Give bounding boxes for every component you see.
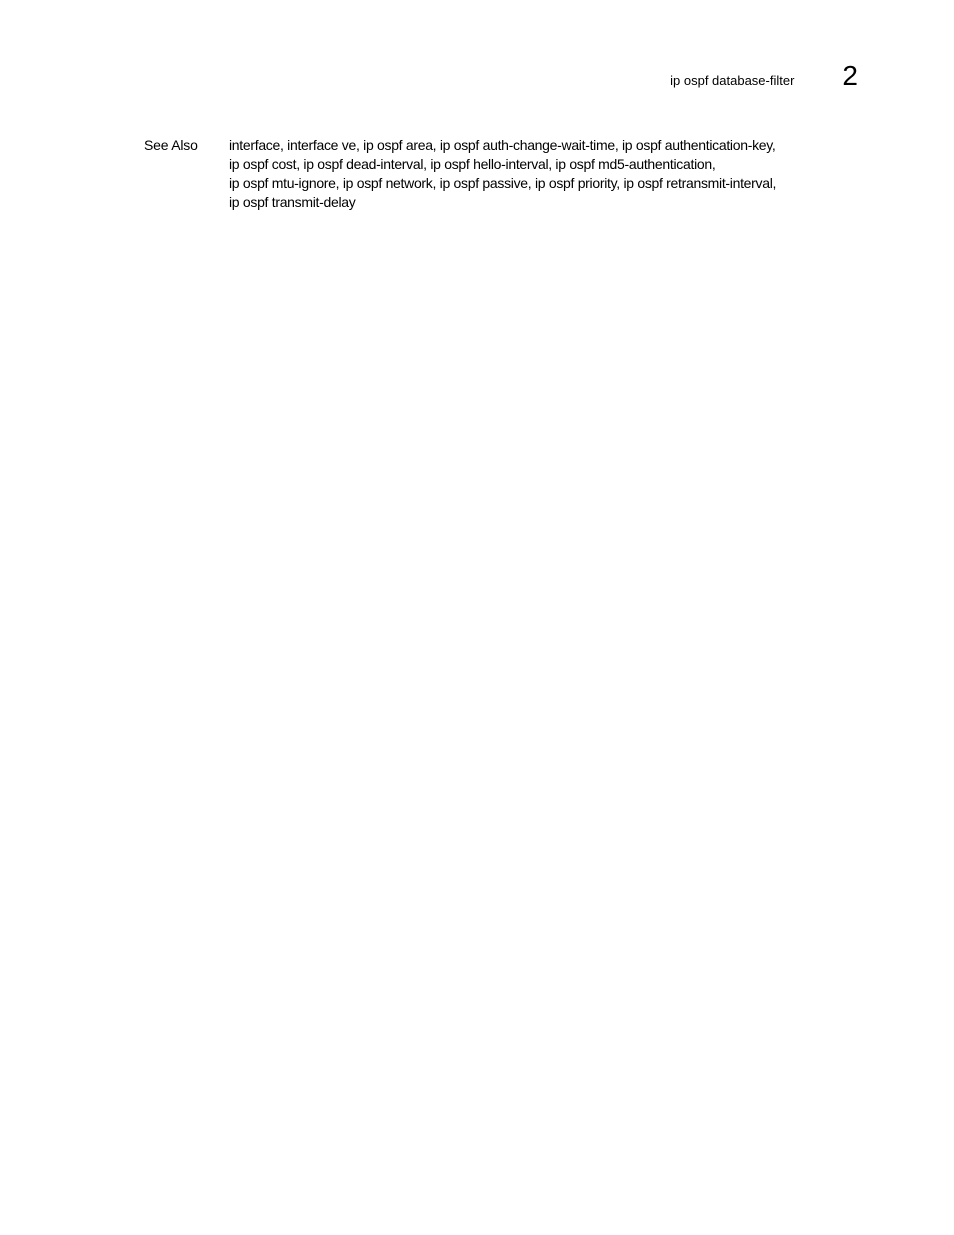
see-also-line: interface, interface ve, ip ospf area, ip ospf auth-change-wait-time, ip ospf authentication-key, bbox=[229, 137, 776, 153]
see-also-label: See Also bbox=[144, 137, 198, 153]
chapter-number: 2 bbox=[842, 60, 858, 91]
header-title: ip ospf database-filter bbox=[670, 73, 795, 88]
see-also-line: ip ospf cost, ip ospf dead-interval, ip ospf hello-interval, ip ospf md5-authentication, bbox=[229, 156, 716, 172]
running-header bbox=[670, 62, 858, 90]
see-also-line: ip ospf transmit-delay bbox=[229, 194, 356, 210]
see-also-list bbox=[229, 136, 864, 212]
see-also-section bbox=[144, 136, 864, 212]
see-also-line: ip ospf mtu-ignore, ip ospf network, ip ospf passive, ip ospf priority, ip ospf retransmit-interval, bbox=[229, 175, 777, 191]
